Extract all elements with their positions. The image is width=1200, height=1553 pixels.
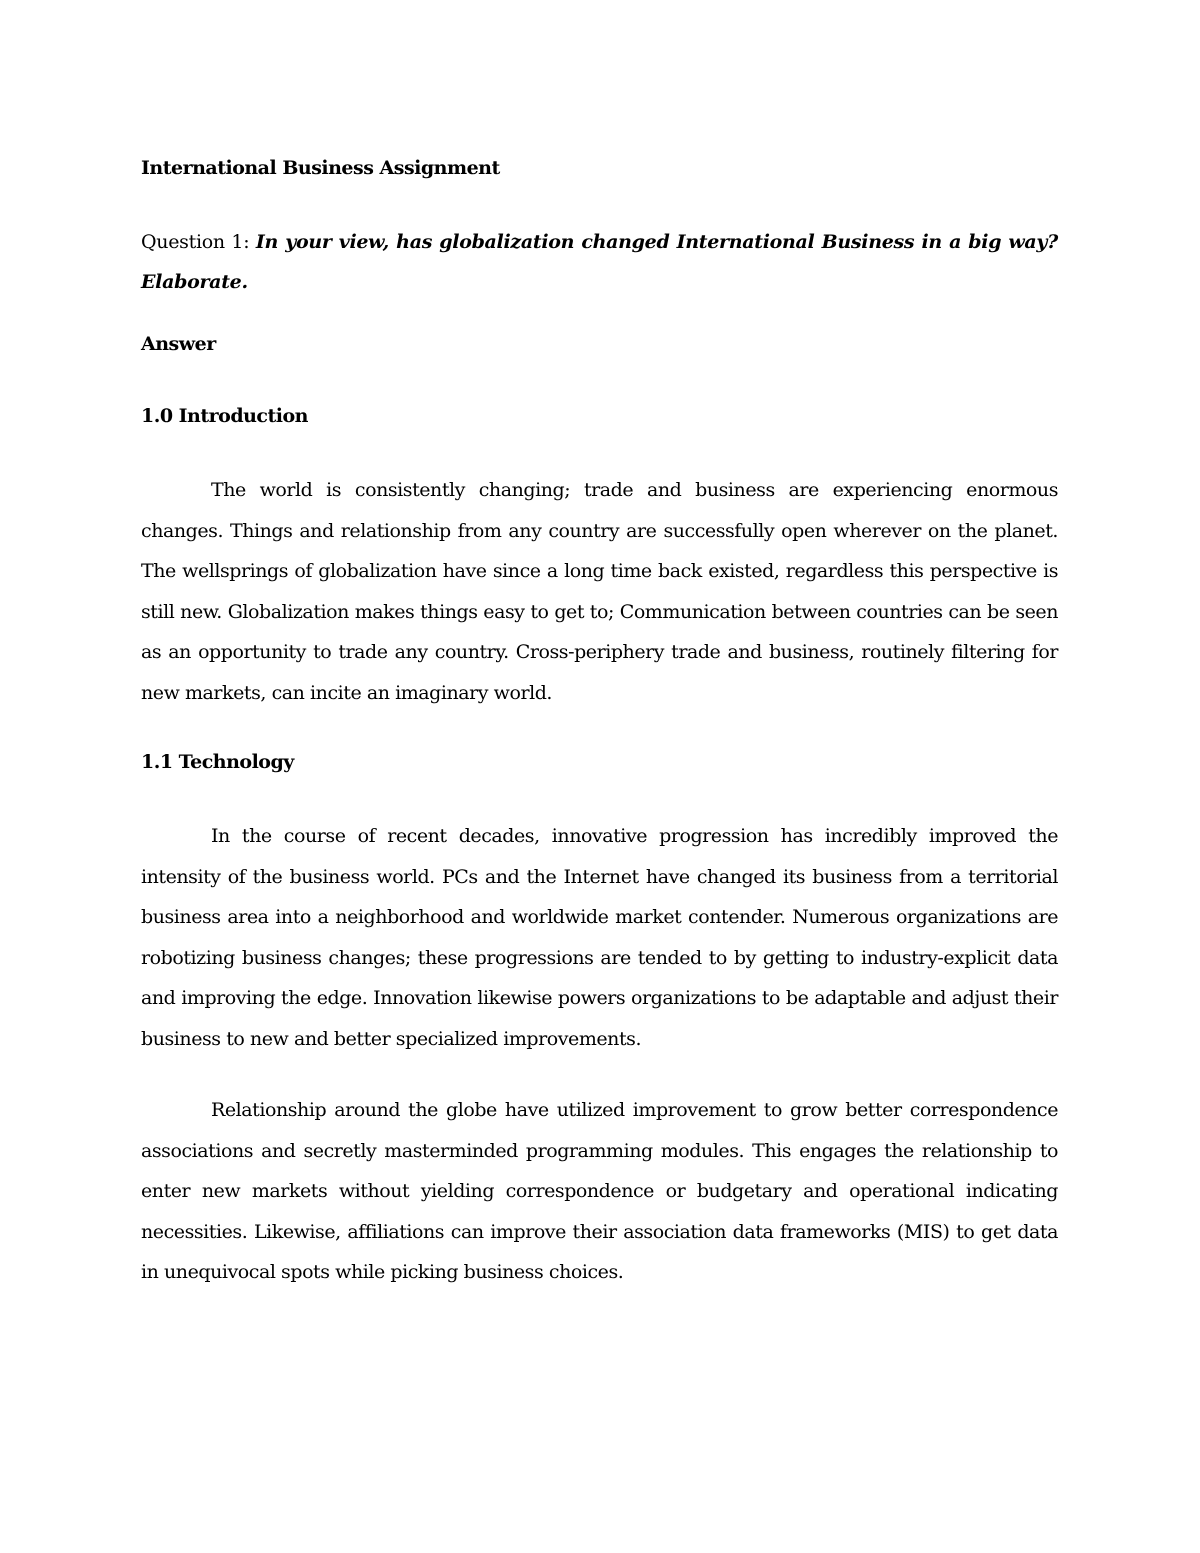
question-label: Question 1 <box>141 231 244 253</box>
question-separator: : <box>243 231 256 253</box>
answer-heading: Answer <box>141 333 216 355</box>
question-block <box>141 222 1058 302</box>
introduction-paragraph: The world is consistently changing; trade and business are experiencing enormous changes. Things and relationship from any country are successfully open wherever on the planet. The wellsprings of globalization have since a long time back existed, regardless this perspective is still new. Globalization makes things easy to get to; Communication between countries can be seen as an opportunity to trade any country. Cross-periphery trade and business, routinely filtering for new markets, can incite an imaginary world. <box>141 479 1058 704</box>
section-heading-technology: 1.1 Technology <box>141 751 294 773</box>
technology-paragraph-2: Relationship around the globe have utilized improvement to grow better correspondence associations and secretly masterminded programming modules. This engages the relationship to enter new markets without yielding correspondence or budgetary and operational indicating necessities. Likewise, affiliations can improve their association data frameworks (MIS) to get data in unequivocal spots while picking business choices. <box>141 1099 1058 1283</box>
section-heading-introduction: 1.0 Introduction <box>141 405 308 427</box>
technology-paragraph-1: In the course of recent decades, innovative progression has incredibly improved the intensity of the business world. PCs and the Internet have changed its business from a territorial business area into a neighborhood and worldwide market contender. Numerous organizations are robotizing business changes; these progressions are tended to by getting to industry-explicit data and improving the edge. Innovation likewise powers organizations to be adaptable and adjust their business to new and better specialized improvements. <box>141 825 1058 1050</box>
question-text: In your view, has globalization changed International Business in a big way? Elaborate. <box>141 231 1059 293</box>
document-title: International Business Assignment <box>141 157 500 179</box>
document-body <box>141 150 1058 1324</box>
